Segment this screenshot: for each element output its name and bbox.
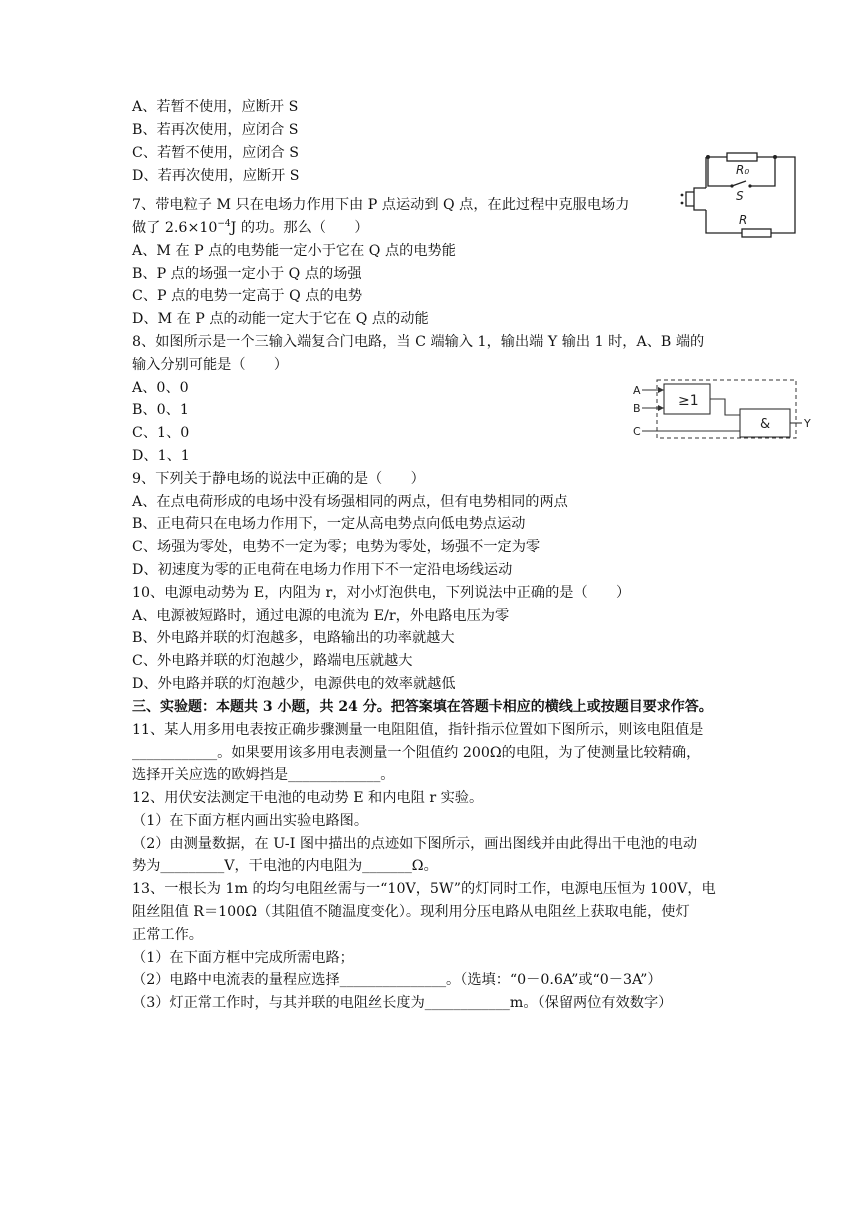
output-y-label: Y (804, 417, 811, 430)
q10-stem: 10、电源电动势为 E，内阻为 r，对小灯泡供电，下列说法中正确的是（ ） (132, 585, 631, 601)
q7-option-d: D、M 在 P 点的动能一定大于它在 Q 点的动能 (132, 311, 429, 327)
q8-stem-line2: 输入分别可能是（ ） (132, 357, 289, 373)
input-b-label: B (633, 402, 641, 415)
r-label: R (739, 213, 748, 227)
switch-s-label: S (736, 189, 744, 203)
input-c-label: C (633, 425, 641, 438)
q6-circuit-diagram (672, 148, 802, 244)
q8-stem-line1: 8、如图所示是一个三输入端复合门电路，当 C 端输入 1，输出端 Y 输出 1 时，A、B 端的 (132, 334, 705, 350)
or-gate-label: ≥1 (678, 393, 699, 409)
q7-stem-line2 (132, 218, 369, 238)
q8-option-d: D、1、1 (132, 448, 190, 464)
q13-part1: （1）在下面方框中完成所需电路； (132, 950, 354, 966)
q8-option-c: C、1、0 (132, 425, 190, 441)
q6-option-b: B、若再次使用，应闭合 S (132, 122, 299, 138)
q13-part3: （3）灯正常工作时，与其并联的电阻丝长度为____________m。（保留两位有效数字） (132, 995, 673, 1011)
q12-part1: （1）在下面方框内画出实验电路图。 (132, 813, 369, 829)
q6-option-c: C、若暂不使用，应闭合 S (132, 145, 299, 161)
q9-option-d: D、初速度为零的正电荷在电场力作用下不一定沿电场线运动 (132, 562, 513, 578)
q11-line3: 选择开关应选的欧姆挡是_____________。 (132, 767, 395, 783)
q13-stem-line1: 13、一根长为 1m 的均匀电阻丝需与一“10V，5W”的灯同时工作，电源电压恒为 100V，电 (132, 881, 716, 897)
q11-line1: 11、某人用多用电表按正确步骤测量一电阻阻值，指针指示位置如下图所示，则该电阻值是 (132, 722, 704, 738)
section-3-heading: 三、实验题：本题共 3 小题，共 24 分。把答案填在答题卡相应的横线上或按题目要求作答。 (132, 699, 713, 715)
q9-option-c: C、场强为零处，电势不一定为零；电势为零处，场强不一定为零 (132, 539, 541, 555)
q9-option-b: B、正电荷只在电场力作用下，一定从高电势点向低电势点运动 (132, 516, 526, 532)
q6-option-d: D、若再次使用，应断开 S (132, 168, 300, 184)
q11-line2: ____________。如果要用该多用电表测量一个阻值约 200Ω的电阻，为了使测量比较精确， (132, 745, 701, 761)
q7-stem-line1: 7、带电粒子 M 只在电场力作用下由 P 点运动到 Q 点，在此过程中克服电场力 (132, 197, 630, 213)
q10-option-c: C、外电路并联的灯泡越少，路端电压就越大 (132, 653, 413, 669)
and-gate-label: & (760, 417, 771, 432)
q10-option-a: A、电源被短路时，通过电源的电流为 E/r，外电路电压为零 (132, 608, 510, 624)
q7-stem-tail: J 的功。那么（ ） (230, 220, 369, 236)
q8-option-a: A、0、0 (132, 380, 189, 396)
q6-option-a: A、若暂不使用，应断开 S (132, 99, 299, 115)
q8-logic-gate-diagram (630, 375, 816, 443)
q7-option-c: C、P 点的电势一定高于 Q 点的电势 (132, 288, 363, 304)
q12-stem: 12、用伏安法测定干电池的电动势 E 和内电阻 r 实验。 (132, 790, 484, 806)
r0-label: R₀ (736, 163, 750, 177)
q13-stem-line3: 正常工作。 (132, 927, 203, 943)
q12-part2-line2: 势为_________V，干电池的内电阻为_______Ω。 (132, 858, 438, 874)
input-a-label: A (633, 384, 641, 397)
q12-part2-line1: （2）由测量数据，在 U-I 图中描出的点迹如下图所示，画出图线并由此得出干电池的电动 (132, 836, 698, 852)
q9-stem: 9、下列关于静电场的说法中正确的是（ ） (132, 471, 425, 487)
q7-option-a: A、M 在 P 点的电势能一定小于它在 Q 点的电势能 (132, 243, 456, 259)
q10-option-b: B、外电路并联的灯泡越多，电路输出的功率就越大 (132, 630, 455, 646)
q9-option-a: A、在点电荷形成的电场中没有场强相同的两点，但有电势相同的两点 (132, 494, 568, 510)
q8-option-b: B、0、1 (132, 402, 189, 418)
q10-option-d: D、外电路并联的灯泡越少，电源供电的效率就越低 (132, 676, 456, 692)
q13-part2: （2）电路中电流表的量程应选择_______________。（选填：“0－0.6A”或“0－3A”） (132, 972, 662, 988)
q13-stem-line2: 阻丝阻值 R＝100Ω（其阻值不随温度变化）。现利用分压电路从电阻丝上获取电能，使灯 (132, 904, 690, 920)
q7-stem-value: 做了 2.6×10 (132, 220, 218, 236)
q7-stem-exponent: −4 (217, 219, 231, 229)
q7-option-b: B、P 点的场强一定小于 Q 点的场强 (132, 266, 362, 282)
